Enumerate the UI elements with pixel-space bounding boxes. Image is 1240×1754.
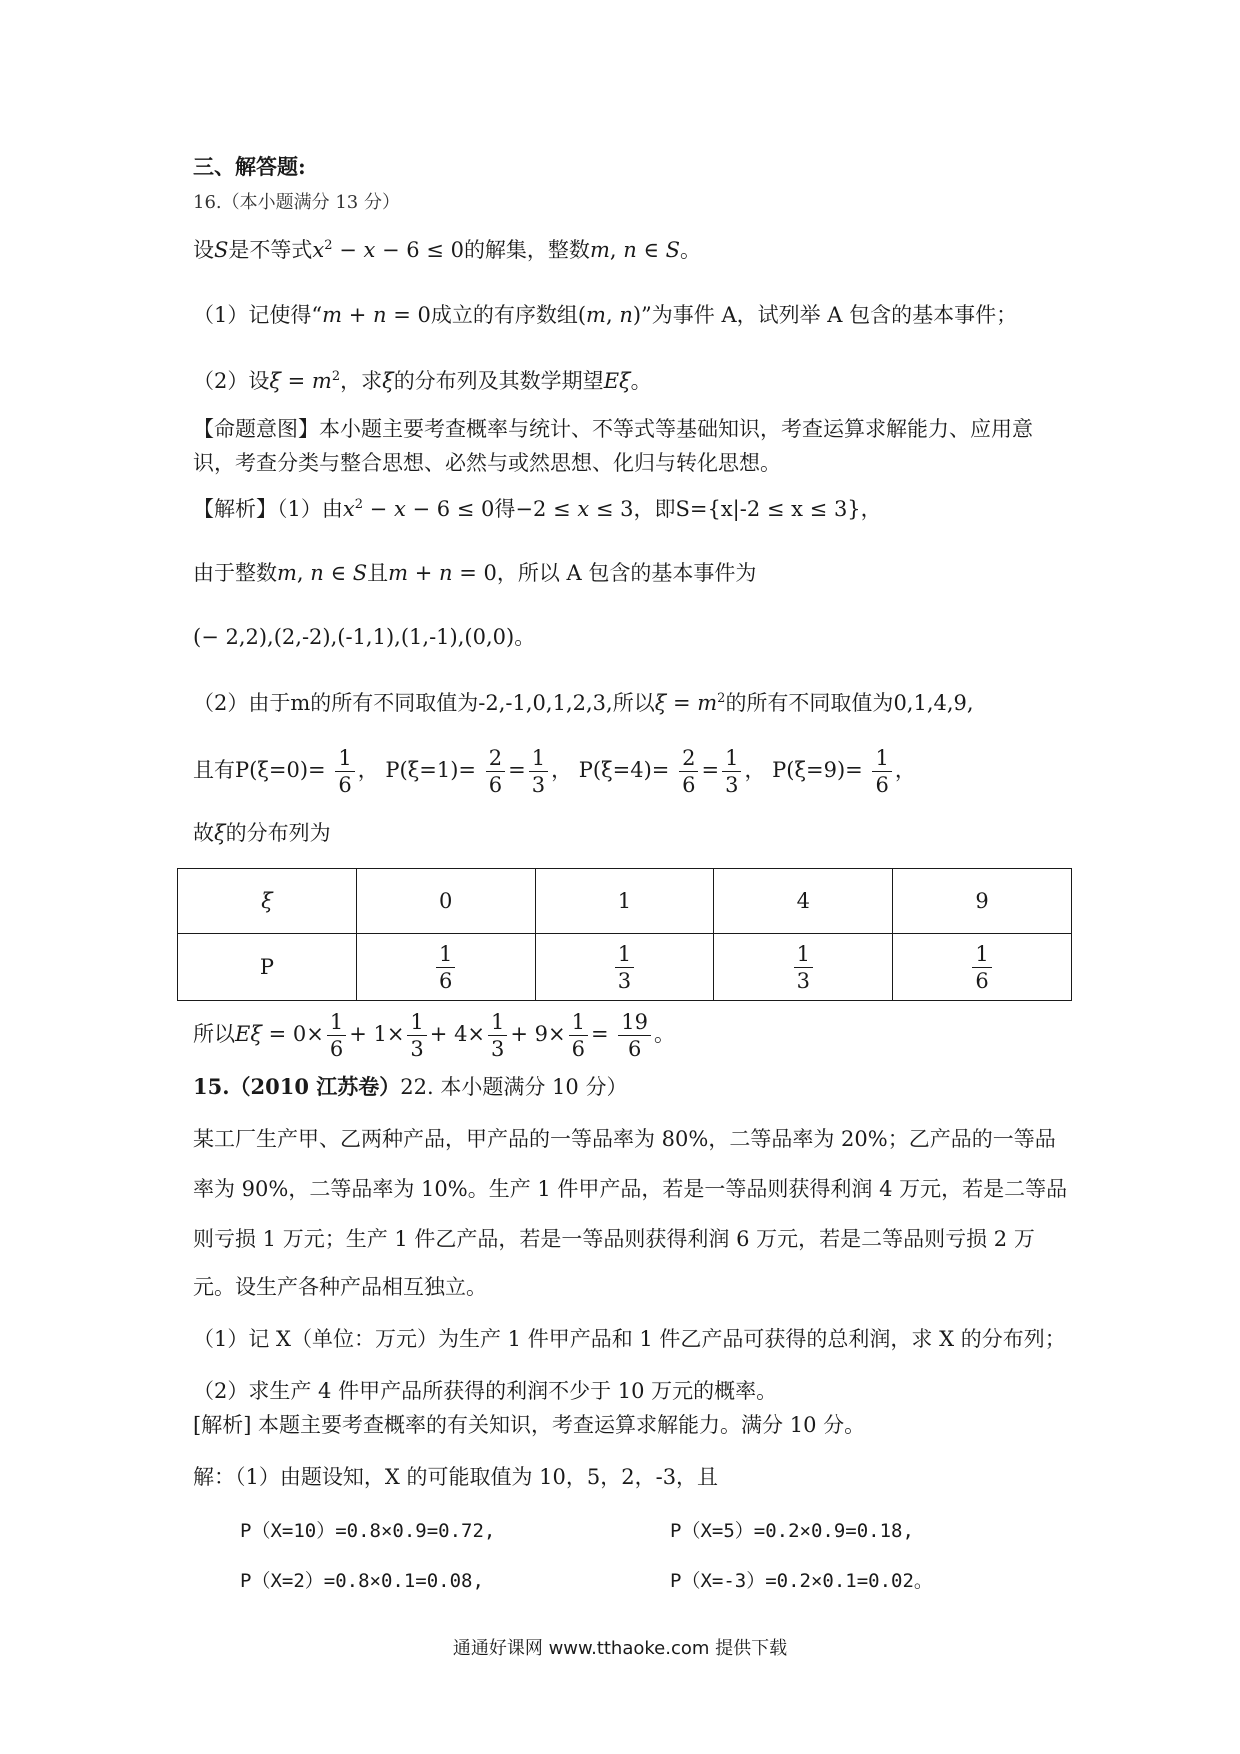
- question-16-header: 16.（本小题满分 13 分）: [193, 192, 400, 213]
- q15-body-4: 元。设生产各种产品相互独立。: [193, 1275, 487, 1299]
- table-cell: 4: [714, 869, 893, 934]
- table-cell: $\frac{1}{3}$: [535, 934, 714, 1001]
- table-cell: 0: [356, 869, 535, 934]
- q15-eq-x10: P（X=10）=0.8×0.9=0.72,: [240, 1520, 496, 1542]
- table-cell: $\frac{1}{3}$: [714, 934, 893, 1001]
- q15-body-3: 则亏损 1 万元；生产 1 件乙产品，若是一等品则获得利润 6 万元，若是二等品则亏损 2 万: [193, 1227, 1035, 1251]
- q15-analysis: [解析] 本题主要考查概率的有关知识，考查运算求解能力。满分 10 分。: [193, 1413, 866, 1437]
- table-cell: 1: [535, 869, 714, 934]
- table-header-p: P: [178, 934, 357, 1001]
- page-footer: 通通好课网 www.tthaoke.com 提供下载: [452, 1638, 788, 1659]
- q15-eq-x5: P（X=5）=0.2×0.9=0.18,: [670, 1520, 914, 1542]
- q15-body-1: 某工厂生产甲、乙两种产品，甲产品的一等品率为 80%，二等品率为 20%；乙产品的一等品: [193, 1127, 1056, 1151]
- table-row: [178, 869, 1072, 934]
- solution-part-2: （2）由于m的所有不同取值为-2,-1,0,1,2,3,所以$\xi = m^2$的所有不同取值为0,1,4,9,: [193, 691, 974, 715]
- question-15-header: 15.（2010 江苏卷）22. 本小题满分 10 分）: [193, 1074, 628, 1099]
- q15-part-1: （1）记 X（单位：万元）为生产 1 件甲产品和 1 件乙产品可获得的总利润，求 X 的分布列；: [193, 1327, 1066, 1351]
- distribution-table: [177, 868, 1072, 1001]
- table-cell: $\frac{1}{6}$: [893, 934, 1072, 1001]
- q15-solution-intro: 解：（1）由题设知，X 的可能取值为 10，5，2，-3，且: [193, 1465, 719, 1489]
- table-row: [178, 934, 1072, 1001]
- basic-events: (− 2,2),(2,-2),(-1,1),(1,-1),(0,0)。: [193, 625, 536, 649]
- q16-part-1: （1）记使得“m + n = 0成立的有序数组(m, n)”为事件 A，试列举 A 包含的基本事件；: [193, 303, 1018, 327]
- solution-line-2: 由于整数m, n ∈ S且m + n = 0，所以 A 包含的基本事件为: [193, 561, 757, 585]
- probability-values: 且有P(ξ=0)= $\frac{1}{6}$ ， P(ξ=1)= $\frac{2}{6}$ = $\frac{1}{3}$ ， P(ξ=4)= $\frac{2}{6}$ = $\frac{1}{3}$ ， P(ξ=9)= $\frac{1}{6}$ ，: [193, 746, 916, 797]
- solution-line-1: 【解析】（1）由$x^2 - x - 6 \le 0$得−2 ≤ x ≤ 3，即S={x|-2 ≤ x ≤ 3}，: [193, 497, 882, 521]
- q16-part-2: （2）设$\xi = m^2$，求ξ的分布列及其数学期望Eξ。: [193, 369, 652, 393]
- table-cell: $\frac{1}{6}$: [356, 934, 535, 1001]
- intent-line-1: 【命题意图】本小题主要考查概率与统计、不等式等基础知识，考查运算求解能力、应用意: [193, 417, 1033, 441]
- intent-line-2: 识，考查分类与整合思想、必然与或然思想、化归与转化思想。: [193, 451, 781, 475]
- q15-body-2: 率为 90%，二等品率为 10%。生产 1 件甲产品，若是一等品则获得利润 4 万元，若是二等品: [193, 1177, 1068, 1201]
- q15-part-2: （2）求生产 4 件甲产品所获得的利润不少于 10 万元的概率。: [193, 1379, 778, 1403]
- q15-eq-xm3: P（X=-3）=0.2×0.1=0.02。: [670, 1570, 933, 1592]
- section-heading: 三、解答题:: [193, 154, 306, 179]
- distribution-intro: 故ξ的分布列为: [193, 821, 331, 845]
- q16-stem: 设S是不等式$x^2 - x - 6 \le 0$的解集，整数m, n ∈ S。: [193, 238, 702, 262]
- table-header-xi: ξ: [178, 869, 357, 934]
- q15-eq-x2: P（X=2）=0.8×0.1=0.08,: [240, 1570, 484, 1592]
- table-cell: 9: [893, 869, 1072, 934]
- expectation-line: 所以Eξ = 0× $\frac{1}{6}$ + 1× $\frac{1}{3}$ + 4× $\frac{1}{3}$ + 9× $\frac{1}{6}$ = $\frac{19}{6}$ 。: [193, 1010, 676, 1061]
